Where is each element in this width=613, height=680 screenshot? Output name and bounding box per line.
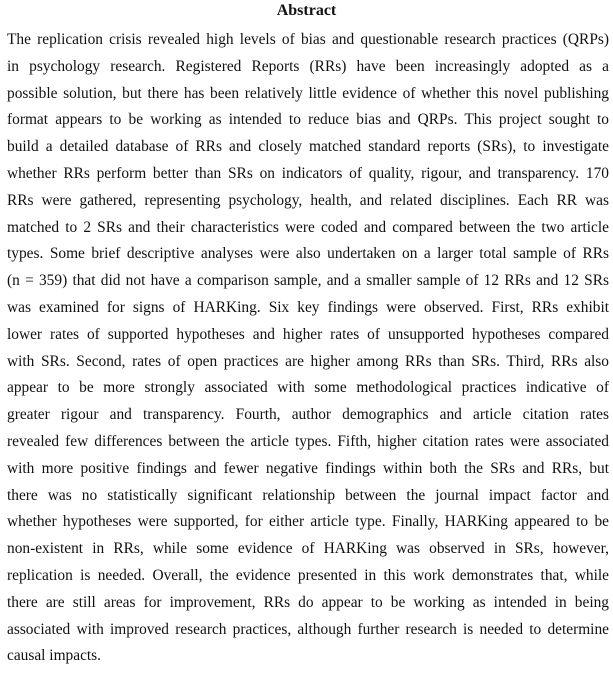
- abstract-line: associated with improved research practices, although further research is needed to determine: [7, 620, 609, 638]
- abstract-line: appear to be more strongly associated with some methodological practices indicative of: [7, 379, 609, 397]
- abstract-body: [7, 27, 609, 670]
- abstract-line: causal impacts.: [7, 647, 102, 665]
- abstract-line: matched to 2 SRs and their characteristics were coded and compared between the two article: [7, 218, 609, 236]
- abstract-line: whether RRs perform better than SRs on indicators of quality, rigour, and transparency. 170: [7, 164, 609, 182]
- abstract-heading: Abstract: [276, 2, 337, 19]
- abstract-line: The replication crisis revealed high levels of bias and questionable research practices (QRPs): [7, 31, 609, 48]
- abstract-line: with more positive findings and fewer negative findings within both the SRs and RRs, but: [7, 459, 609, 477]
- abstract-line: lower rates of supported hypotheses and higher rates of unsupported hypotheses compared: [7, 325, 609, 343]
- abstract-line: RRs were gathered, representing psychology, health, and related disciplines. Each RR was: [7, 191, 609, 209]
- abstract-line: format appears to be working as intended to reduce bias and QRPs. This project sought to: [7, 111, 609, 129]
- abstract-line: types. Some brief descriptive analyses were also undertaken on a larger total sample of RRs: [7, 245, 609, 263]
- abstract-line: greater rigour and transparency. Fourth, author demographics and article citation rates: [7, 406, 609, 424]
- abstract-line: build a detailed database of RRs and closely matched standard reports (SRs), to investigate: [7, 138, 609, 156]
- abstract-line: was examined for signs of HARKing. Six key findings were observed. First, RRs exhibit: [7, 298, 609, 316]
- abstract-line: possible solution, but there has been relatively little evidence of whether this novel publishing: [7, 84, 609, 102]
- abstract-line: non-existent in RRs, while some evidence of HARKing was observed in SRs, however,: [7, 540, 609, 558]
- abstract-line: (n = 359) that did not have a comparison sample, and a smaller sample of 12 RRs and 12 SRs: [7, 272, 609, 290]
- abstract-line: there are still areas for improvement, RRs do appear to be working as intended in being: [7, 593, 609, 611]
- abstract-line: there was no statistically significant relationship between the journal impact factor and: [7, 486, 609, 504]
- abstract-line: with SRs. Second, rates of open practices are higher among RRs than SRs. Third, RRs also: [7, 352, 609, 370]
- abstract-line: whether hypotheses were supported, for either article type. Finally, HARKing appeared to be: [7, 513, 609, 531]
- abstract-line: replication is needed. Overall, the evidence presented in this work demonstrates that, while: [7, 566, 609, 584]
- abstract-line: in psychology research. Registered Reports (RRs) have been increasingly adopted as a: [7, 57, 609, 75]
- abstract-line: revealed few differences between the article types. Fifth, higher citation rates were associated: [7, 432, 609, 450]
